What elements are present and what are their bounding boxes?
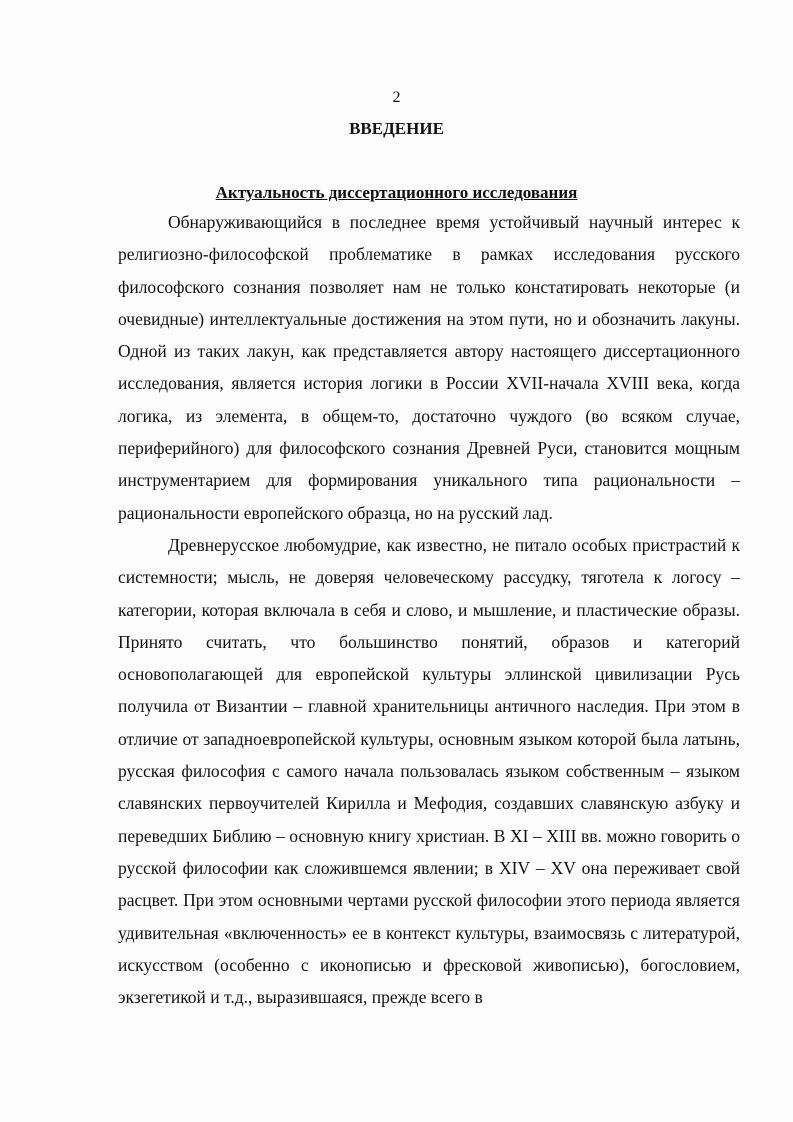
section-heading: Актуальность диссертационного исследования [215,183,578,202]
paragraph-1: Обнаруживающийся в последнее время устойчивый научный интерес к религиозно-философской проблематике в рамках исследования русского философского сознания позволяет нам не только констатировать некоторые (и очевидные) интеллектуальные достижения на этом пути, но и обозначить лакуны. Одной из таких лакун, как представляется автору настоящего диссертационного исследования, является история логики в России XVII-начала XVIII века, когда логика, из элемента, в общем-то, достаточно чуждого (во всяком случае, периферийного) для философского сознания Древней Руси, становится мощным инструментарием для формирования уникального типа рациональности – рациональности европейского образца, но на русский лад. [118,212,740,523]
body-text [118,206,740,1013]
paragraph-2: Древнерусское любомудрие, как известно, не питало особых пристрастий к системности; мысль, не доверяя человеческому рассудку, тяготела к логосу – категории, которая включала в себя и слово, и мышление, и пластические образы. Принято считать, что большинство понятий, образов и категорий основополагающей для европейской культуры эллинской цивилизации Русь получила от Византии – главной хранительницы античного наследия. При этом в отличие от западноевропейской культуры, основным языком которой была латынь, русская философия с самого начала пользовалась языком собственным – языком славянских первоучителей Кирилла и Мефодия, создавших славянскую азбуку и переведших Библию – основную книгу христиан. В XI – XIII вв. можно говорить о русской философии как сложившемся явлении; в XIV – XV она переживает свой расцвет. При этом основными чертами русской философии этого периода является удивительная «включенность» ее в контекст культуры, взаимосвязь с литературой, искусством (особенно с иконописью и фресковой живописью), богословием, экзегетикой и т.д., выразившаяся, прежде всего в [118,534,740,1008]
page-number: 2 [392,89,401,106]
page-title: ВВЕДЕНИЕ [349,119,444,138]
